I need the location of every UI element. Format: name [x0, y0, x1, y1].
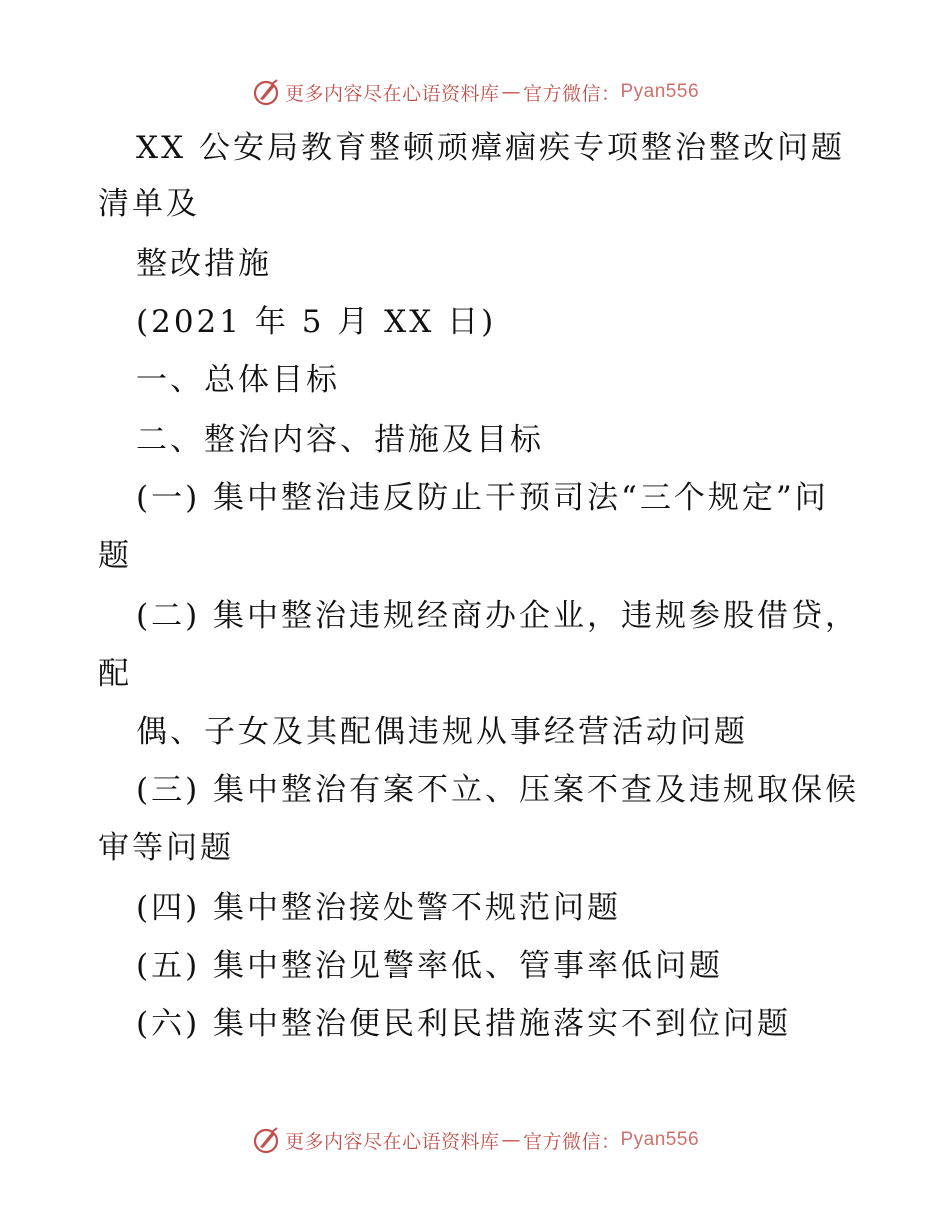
document-date: (2021 年 5 月 XX 日) — [136, 304, 497, 340]
watermark-header — [0, 72, 950, 112]
quill-logo-icon — [251, 1125, 281, 1155]
item-2-line-1: (二) 集中整治违规经商办企业，违规参股借贷， — [136, 598, 860, 634]
item-4: (四) 集中整治接处警不规范问题 — [136, 890, 622, 926]
item-2-line-3: 偶、子女及其配偶违规从事经营活动问题 — [136, 714, 748, 750]
document-title-line-2: 清单及 — [98, 186, 200, 222]
watermark-separator: — — [501, 81, 521, 103]
watermark-label: 官方微信： — [522, 82, 621, 105]
section-heading-2: 二、整治内容、措施及目标 — [136, 422, 544, 458]
item-5: (五) 集中整治见警率低、管事率低问题 — [136, 948, 724, 984]
watermark-separator: — — [501, 1129, 521, 1151]
watermark-id: Pyan556 — [620, 81, 700, 102]
item-1-line-1: (一) 集中整治违反防止干预司法“三个规定”问 — [136, 480, 829, 516]
item-3-line-1: (三) 集中整治有案不立、压案不查及违规取保候 — [136, 772, 860, 808]
document-title-line-3: 整改措施 — [136, 246, 272, 282]
watermark-text: 更多内容尽在心语资料库 — [284, 1130, 500, 1153]
section-heading-1: 一、总体目标 — [136, 362, 340, 398]
watermark-id: Pyan556 — [620, 1129, 700, 1150]
item-3-line-2: 审等问题 — [98, 830, 234, 866]
quill-logo-icon — [251, 77, 281, 107]
watermark-text: 更多内容尽在心语资料库 — [284, 82, 500, 105]
item-6: (六) 集中整治便民利民措施落实不到位问题 — [136, 1006, 792, 1042]
item-1-line-2: 题 — [98, 538, 132, 574]
item-2-line-2: 配 — [98, 656, 132, 692]
document-title-line-1: XX 公安局教育整顿顽瘴痼疾专项整治整改问题 — [136, 130, 845, 166]
watermark-label: 官方微信： — [522, 1130, 621, 1153]
watermark-footer — [0, 1120, 950, 1160]
